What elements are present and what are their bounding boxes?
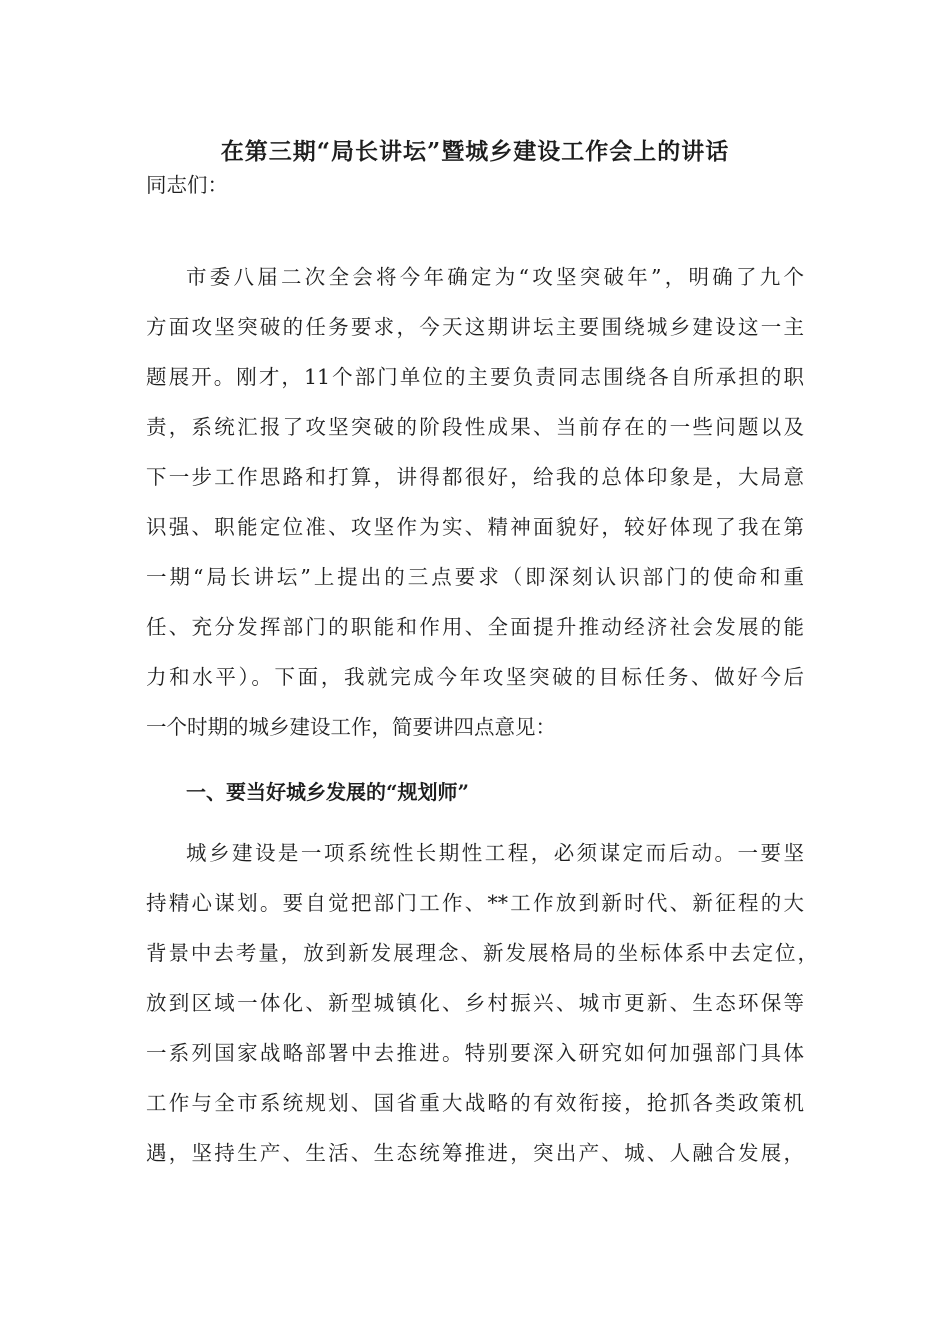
paragraph-1-line: 责，系统汇报了攻坚突破的阶段性成果、当前存在的一些问题以及: [146, 415, 804, 439]
section-1-heading: 一、要当好城乡发展的“规划师”: [186, 780, 470, 804]
paragraph-1-line: 力和水平）。下面，我就完成今年攻坚突破的目标任务、做好今后: [146, 665, 804, 689]
paragraph-1-line: 市委八届二次全会将今年确定为“攻坚突破年”，明确了九个: [186, 265, 804, 289]
paragraph-2-line: 工作与全市系统规划、国省重大战略的有效衔接，抢抓各类政策机: [146, 1091, 804, 1115]
paragraph-1-line: 识强、职能定位准、攻坚作为实、精神面貌好，较好体现了我在第: [146, 515, 804, 539]
paragraph-2-line: 放到区域一体化、新型城镇化、乡村振兴、城市更新、生态环保等: [146, 991, 804, 1015]
paragraph-1-line: 题展开。刚才，11个部门单位的主要负责同志围绕各自所承担的职: [146, 365, 804, 389]
paragraph-1-line: 任、充分发挥部门的职能和作用、全面提升推动经济社会发展的能: [146, 615, 804, 639]
paragraph-2-line: 一系列国家战略部署中去推进。特别要深入研究如何加强部门具体: [146, 1041, 804, 1065]
paragraph-2-line: 持精心谋划。要自觉把部门工作、**工作放到新时代、新征程的大: [146, 891, 804, 915]
paragraph-1-line: 下一步工作思路和打算，讲得都很好，给我的总体印象是，大局意: [146, 465, 804, 489]
paragraph-1-line: 方面攻坚突破的任务要求，今天这期讲坛主要围绕城乡建设这一主: [146, 315, 804, 339]
paragraph-1-line: 一个时期的城乡建设工作，简要讲四点意见：: [146, 715, 556, 739]
document-title: 在第三期“局长讲坛”暨城乡建设工作会上的讲话: [220, 138, 730, 165]
paragraph-2-line: 遇，坚持生产、生活、生态统筹推进，突出产、城、人融合发展，: [146, 1141, 804, 1165]
paragraph-2-line: 背景中去考量，放到新发展理念、新发展格局的坐标体系中去定位，: [146, 941, 818, 965]
paragraph-1-line: 一期“局长讲坛”上提出的三点要求（即深刻认识部门的使命和重: [146, 565, 804, 589]
salutation: 同志们：: [146, 173, 228, 197]
paragraph-2-line: 城乡建设是一项系统性长期性工程，必须谋定而后动。一要坚: [186, 841, 804, 865]
